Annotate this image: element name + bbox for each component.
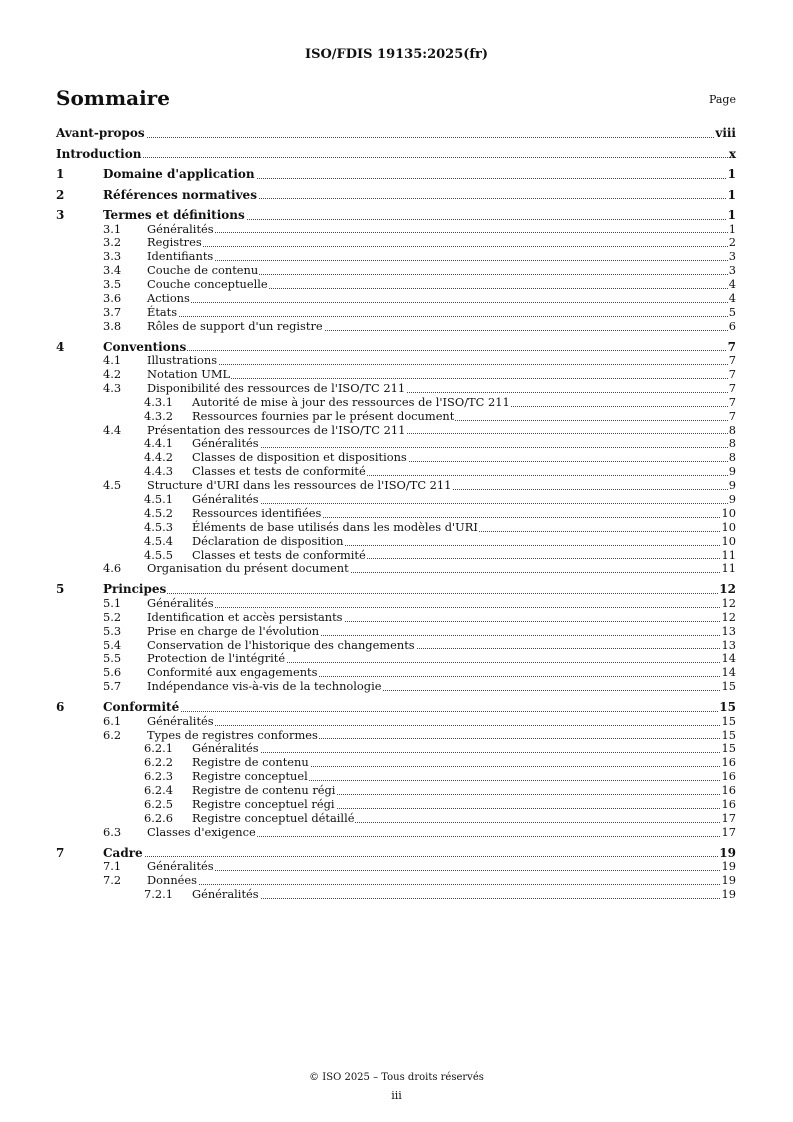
dot-leader — [192, 503, 736, 504]
toc-entry-title[interactable]: Conventions — [103, 339, 187, 354]
toc-entry-title[interactable]: Principes — [103, 582, 167, 597]
toc-entry-title[interactable]: Cadre — [103, 845, 143, 860]
toc-entry[interactable] — [56, 493, 736, 507]
toc-entry-page[interactable]: 4 — [728, 290, 736, 305]
toc-entry-page[interactable]: 7 — [728, 394, 736, 409]
dot-leader — [103, 593, 736, 594]
toc-entry[interactable] — [56, 798, 736, 812]
toc-entry[interactable] — [56, 410, 736, 424]
toc-entry[interactable] — [56, 756, 736, 770]
toc-entry-page[interactable]: 15 — [719, 700, 736, 715]
toc-entry-page[interactable]: 14 — [721, 665, 736, 680]
toc-entry-page[interactable]: 9 — [728, 478, 736, 493]
toc-entry-number: 4.4.2 — [144, 450, 173, 465]
toc-entry-number: 3.2 — [103, 235, 122, 250]
toc-entry-page[interactable]: 19 — [719, 845, 736, 860]
toc-entry-page[interactable]: 15 — [721, 713, 736, 728]
dot-leader — [147, 378, 736, 379]
toc-entry[interactable] — [56, 729, 736, 743]
toc-entry-number: 4.5.5 — [144, 547, 173, 562]
table-of-contents — [56, 126, 736, 902]
toc-entry-title[interactable]: Disponibilité des ressources de l'ISO/TC 211 — [147, 380, 406, 395]
toc-entry-number: 3.4 — [103, 263, 122, 278]
toc-entry-number: 5 — [56, 582, 65, 597]
toc-entry-title[interactable]: Introduction — [56, 146, 142, 161]
toc-entry[interactable] — [56, 437, 736, 451]
toc-entry-title[interactable]: Illustrations — [147, 353, 218, 368]
toc-entry-page[interactable]: 19 — [721, 873, 736, 888]
toc-entry-page[interactable]: 19 — [721, 859, 736, 874]
toc-entry[interactable] — [56, 424, 736, 438]
toc-entry-title[interactable]: Actions — [147, 290, 190, 305]
toc-entry-number: 7.2.1 — [144, 886, 173, 901]
toc-entry-number: 7.2 — [103, 873, 122, 888]
toc-entry[interactable] — [56, 278, 736, 292]
toc-entry-page[interactable]: 1 — [727, 187, 736, 202]
toc-entry[interactable] — [56, 223, 736, 237]
toc-entry-number: 4.3.1 — [144, 394, 173, 409]
toc-entry-number: 5.4 — [103, 637, 122, 652]
toc-entry-page[interactable]: 13 — [721, 623, 736, 638]
toc-entry-number: 6.2.2 — [144, 755, 173, 770]
toc-entry-title[interactable]: États — [147, 304, 178, 319]
page-title: Sommaire — [56, 86, 170, 110]
toc-entry-page[interactable]: 7 — [727, 339, 736, 354]
toc-entry[interactable] — [56, 784, 736, 798]
toc-entry-number: 1 — [56, 167, 65, 181]
toc-entry-page[interactable]: 3 — [728, 249, 736, 264]
toc-entry-title[interactable]: Registre conceptuel — [192, 769, 308, 784]
toc-entry-number: 6.2.1 — [144, 741, 173, 756]
toc-entry-page[interactable]: 9 — [728, 464, 736, 479]
toc-entry[interactable] — [56, 188, 736, 203]
toc-entry-title[interactable]: Structure d'URI dans les ressources de l'ISO/TC 211 — [147, 478, 452, 493]
toc-entry-number: 5.5 — [103, 651, 122, 666]
toc-entry-title[interactable]: Registre conceptuel régi — [192, 796, 335, 811]
dot-leader — [192, 752, 736, 753]
toc-entry-page[interactable]: 7 — [728, 380, 736, 395]
toc-entry-number: 4.6 — [103, 561, 122, 576]
toc-entry-title[interactable]: Registre de contenu régi — [192, 783, 336, 798]
toc-entry[interactable] — [56, 874, 736, 888]
toc-entry[interactable] — [56, 770, 736, 784]
toc-entry[interactable] — [56, 597, 736, 611]
toc-entry-title[interactable]: Généralités — [147, 595, 214, 610]
toc-entry-number: 3.7 — [103, 304, 122, 319]
toc-entry-title[interactable]: Présentation des ressources de l'ISO/TC 211 — [147, 422, 406, 437]
toc-entry[interactable] — [56, 680, 736, 694]
toc-entry[interactable] — [56, 742, 736, 756]
toc-entry-number: 4.5.4 — [144, 533, 173, 548]
toc-entry-page[interactable]: 1 — [727, 167, 736, 181]
toc-entry-title[interactable]: Généralités — [147, 221, 214, 236]
toc-entry[interactable] — [56, 562, 736, 576]
toc-entry[interactable] — [56, 320, 736, 334]
toc-entry[interactable] — [56, 639, 736, 653]
toc-entry-title[interactable]: Classes et tests de conformité — [192, 464, 366, 479]
toc-entry-title[interactable]: Classes de disposition et dispositions — [192, 450, 407, 465]
toc-entry-number: 4.3.2 — [144, 408, 173, 423]
toc-entry-title[interactable]: Couche conceptuelle — [147, 277, 268, 292]
toc-entry-page[interactable]: 16 — [721, 769, 736, 784]
toc-entry-number: 4.3 — [103, 380, 122, 395]
toc-entry[interactable] — [56, 812, 736, 826]
toc-entry[interactable] — [56, 208, 736, 223]
toc-entry[interactable] — [56, 700, 736, 715]
toc-entry[interactable] — [56, 535, 736, 549]
toc-entry-page[interactable]: 1 — [727, 208, 736, 222]
toc-entry-title[interactable]: Identification et accès persistants — [147, 609, 343, 624]
toc-entry-number: 3.1 — [103, 221, 122, 236]
dot-leader — [103, 350, 736, 351]
toc-entry-number: 4.1 — [103, 353, 122, 368]
toc-entry-number: 5.1 — [103, 595, 122, 610]
toc-entry[interactable] — [56, 666, 736, 680]
toc-entry-number: 7.1 — [103, 859, 122, 874]
dot-leader — [103, 856, 736, 857]
dot-leader — [192, 447, 736, 448]
toc-entry-number: 3.6 — [103, 290, 122, 305]
toc-entry-number: 4.5.3 — [144, 519, 173, 534]
toc-entry-number: 6.2.3 — [144, 769, 173, 784]
dot-leader — [147, 302, 736, 303]
toc-entry-title[interactable]: Domaine d'application — [103, 167, 255, 181]
toc-entry-title[interactable]: Conservation de l'historique des changements — [147, 637, 415, 652]
toc-entry-page[interactable]: 15 — [721, 679, 736, 694]
toc-entry[interactable] — [56, 264, 736, 278]
toc-entry-title[interactable]: Indépendance vis-à-vis de la technologie — [147, 679, 382, 694]
toc-entry-page[interactable]: 3 — [728, 263, 736, 278]
toc-entry-page[interactable]: x — [728, 146, 736, 161]
toc-entry-number: 7 — [56, 845, 65, 860]
toc-entry-title[interactable]: Notation UML — [147, 367, 231, 382]
dot-leader — [147, 260, 736, 261]
toc-entry[interactable] — [56, 549, 736, 563]
dot-leader — [147, 316, 736, 317]
toc-entry-title[interactable]: Rôles de support d'un registre — [147, 318, 323, 333]
toc-entry-page[interactable]: 16 — [721, 783, 736, 798]
toc-entry[interactable] — [56, 292, 736, 306]
toc-entry-page[interactable]: 17 — [721, 810, 736, 825]
toc-entry[interactable] — [56, 652, 736, 666]
toc-entry-title[interactable]: Registre de contenu — [192, 755, 309, 770]
dot-leader — [147, 246, 736, 247]
dot-leader — [147, 364, 736, 365]
toc-entry-title[interactable]: Références normatives — [103, 187, 257, 202]
toc-entry-title[interactable]: Données — [147, 873, 197, 888]
toc-entry-page[interactable]: 15 — [721, 727, 736, 742]
toc-entry-number: 6.2 — [103, 727, 122, 742]
toc-entry-page[interactable]: 12 — [721, 609, 736, 624]
toc-entry-number: 4.4 — [103, 422, 122, 437]
toc-entry-title[interactable]: Généralités — [147, 859, 214, 874]
toc-entry[interactable] — [56, 382, 736, 396]
toc-entry-page[interactable]: 17 — [721, 824, 736, 839]
toc-entry-number: 2 — [56, 187, 65, 202]
dot-leader — [56, 157, 736, 158]
toc-entry-title[interactable]: Avant-propos — [56, 126, 145, 140]
toc-entry-page[interactable]: viii — [715, 126, 736, 140]
toc-entry-title[interactable]: Types de registres conformes — [147, 727, 318, 742]
toc-entry-title[interactable]: Généralités — [192, 436, 259, 451]
toc-entry-number: 4.2 — [103, 367, 122, 382]
toc-entry-title[interactable]: Organisation du présent document — [147, 561, 349, 576]
toc-entry-number: 6.3 — [103, 824, 122, 839]
toc-entry[interactable] — [56, 306, 736, 320]
toc-entry-page[interactable]: 14 — [721, 651, 736, 666]
dot-leader — [147, 607, 736, 608]
toc-entry[interactable] — [56, 507, 736, 521]
toc-entry[interactable] — [56, 860, 736, 874]
toc-entry-title[interactable]: Déclaration de disposition — [192, 533, 344, 548]
toc-entry-page[interactable]: 12 — [719, 582, 736, 597]
toc-entry[interactable] — [56, 250, 736, 264]
toc-entry-page[interactable]: 7 — [728, 353, 736, 368]
dot-leader — [147, 884, 736, 885]
toc-entry[interactable] — [56, 625, 736, 639]
toc-entry-number: 5.2 — [103, 609, 122, 624]
toc-entry[interactable] — [56, 826, 736, 840]
dot-leader — [147, 725, 736, 726]
toc-entry[interactable] — [56, 126, 736, 141]
toc-entry-page[interactable]: 19 — [721, 886, 736, 901]
dot-leader — [147, 870, 736, 871]
toc-entry-page[interactable]: 6 — [728, 318, 736, 333]
toc-entry[interactable] — [56, 521, 736, 535]
toc-entry-number: 4.5.1 — [144, 492, 173, 507]
toc-entry-number: 6.2.6 — [144, 810, 173, 825]
toc-entry[interactable] — [56, 465, 736, 479]
toc-entry-number: 4 — [56, 339, 65, 354]
toc-entry-number: 6 — [56, 700, 65, 715]
toc-entry-title[interactable]: Classes d'exigence — [147, 824, 256, 839]
toc-entry-page[interactable]: 8 — [728, 450, 736, 465]
toc-entry-number: 6.2.4 — [144, 783, 173, 798]
toc-entry-number: 3 — [56, 208, 65, 222]
toc-entry-number: 6.1 — [103, 713, 122, 728]
page-number: iii — [391, 1089, 402, 1102]
toc-entry-page[interactable]: 16 — [721, 796, 736, 811]
toc-entry-title[interactable]: Généralités — [192, 741, 259, 756]
toc-entry-page[interactable]: 10 — [721, 533, 736, 548]
document-header: ISO/FDIS 19135:2025(fr) — [305, 47, 488, 62]
toc-entry-title[interactable]: Généralités — [192, 886, 259, 901]
toc-entry-page[interactable]: 9 — [728, 492, 736, 507]
toc-entry-title[interactable]: Protection de l'intégrité — [147, 651, 286, 666]
toc-entry-number: 4.4.1 — [144, 436, 173, 451]
toc-entry-number: 4.5 — [103, 478, 122, 493]
toc-entry[interactable] — [56, 167, 736, 182]
toc-entry-number: 4.5.2 — [144, 505, 173, 520]
toc-entry[interactable] — [56, 368, 736, 382]
toc-entry-page[interactable]: 5 — [728, 304, 736, 319]
toc-entry-page[interactable]: 7 — [728, 408, 736, 423]
toc-entry-page[interactable]: 13 — [721, 637, 736, 652]
toc-entry-title[interactable]: Ressources identifiées — [192, 505, 322, 520]
toc-entry[interactable] — [56, 611, 736, 625]
toc-entry-title[interactable]: Registre conceptuel détaillé — [192, 810, 355, 825]
toc-entry[interactable] — [56, 582, 736, 597]
toc-entry-page[interactable]: 1 — [728, 221, 736, 236]
toc-entry[interactable] — [56, 479, 736, 493]
toc-entry[interactable] — [56, 396, 736, 410]
toc-entry-number: 3.3 — [103, 249, 122, 264]
toc-entry-title[interactable]: Autorité de mise à jour des ressources de l'ISO/TC 211 — [192, 394, 510, 409]
toc-entry[interactable] — [56, 715, 736, 729]
page-column-label: Page — [708, 93, 736, 106]
toc-entry[interactable] — [56, 354, 736, 368]
toc-entry-title[interactable]: Généralités — [192, 492, 259, 507]
toc-entry-number: 5.6 — [103, 665, 122, 680]
toc-entry[interactable] — [56, 147, 736, 162]
toc-entry-title[interactable]: Éléments de base utilisés dans les modèles d'URI — [192, 519, 478, 534]
toc-entry-page[interactable]: 2 — [728, 235, 736, 250]
toc-entry[interactable] — [56, 451, 736, 465]
toc-entry[interactable] — [56, 236, 736, 250]
toc-entry-page[interactable]: 10 — [721, 519, 736, 534]
toc-entry-title[interactable]: Registres — [147, 235, 202, 250]
toc-entry-page[interactable]: 12 — [721, 595, 736, 610]
toc-entry-title[interactable]: Prise en charge de l'évolution — [147, 623, 320, 638]
toc-entry-page[interactable]: 8 — [728, 436, 736, 451]
toc-entry-title[interactable]: Généralités — [147, 713, 214, 728]
toc-entry-page[interactable]: 10 — [721, 505, 736, 520]
toc-entry-number: 5.7 — [103, 679, 122, 694]
toc-entry-page[interactable]: 15 — [721, 741, 736, 756]
toc-entry-page[interactable]: 11 — [721, 561, 736, 576]
toc-entry-title[interactable]: Conformité aux engagements — [147, 665, 318, 680]
toc-entry[interactable] — [56, 340, 736, 355]
toc-entry-number: 6.2.5 — [144, 796, 173, 811]
toc-entry-page[interactable]: 8 — [728, 422, 736, 437]
dot-leader — [103, 711, 736, 712]
toc-entry-title[interactable]: Couche de contenu — [147, 263, 259, 278]
toc-entry-page[interactable]: 11 — [721, 547, 736, 562]
toc-entry-title[interactable]: Identifiants — [147, 249, 214, 264]
dot-leader — [147, 232, 736, 233]
toc-entry-page[interactable]: 16 — [721, 755, 736, 770]
toc-entry-number: 4.4.3 — [144, 464, 173, 479]
toc-entry-title[interactable]: Ressources fournies par le présent document — [192, 408, 455, 423]
toc-entry-title[interactable]: Conformité — [103, 700, 180, 715]
copyright-notice: © ISO 2025 – Tous droits réservés — [309, 1072, 484, 1083]
toc-entry-page[interactable]: 4 — [728, 277, 736, 292]
toc-entry-number: 5.3 — [103, 623, 122, 638]
toc-entry[interactable] — [56, 846, 736, 861]
toc-entry[interactable] — [56, 888, 736, 902]
dot-leader — [56, 137, 736, 138]
toc-entry-page[interactable]: 7 — [728, 367, 736, 382]
toc-entry-number: 3.8 — [103, 318, 122, 333]
toc-entry-title[interactable]: Classes et tests de conformité — [192, 547, 366, 562]
toc-entry-number: 3.5 — [103, 277, 122, 292]
toc-entry-title[interactable]: Termes et définitions — [103, 208, 245, 222]
dot-leader — [192, 898, 736, 899]
